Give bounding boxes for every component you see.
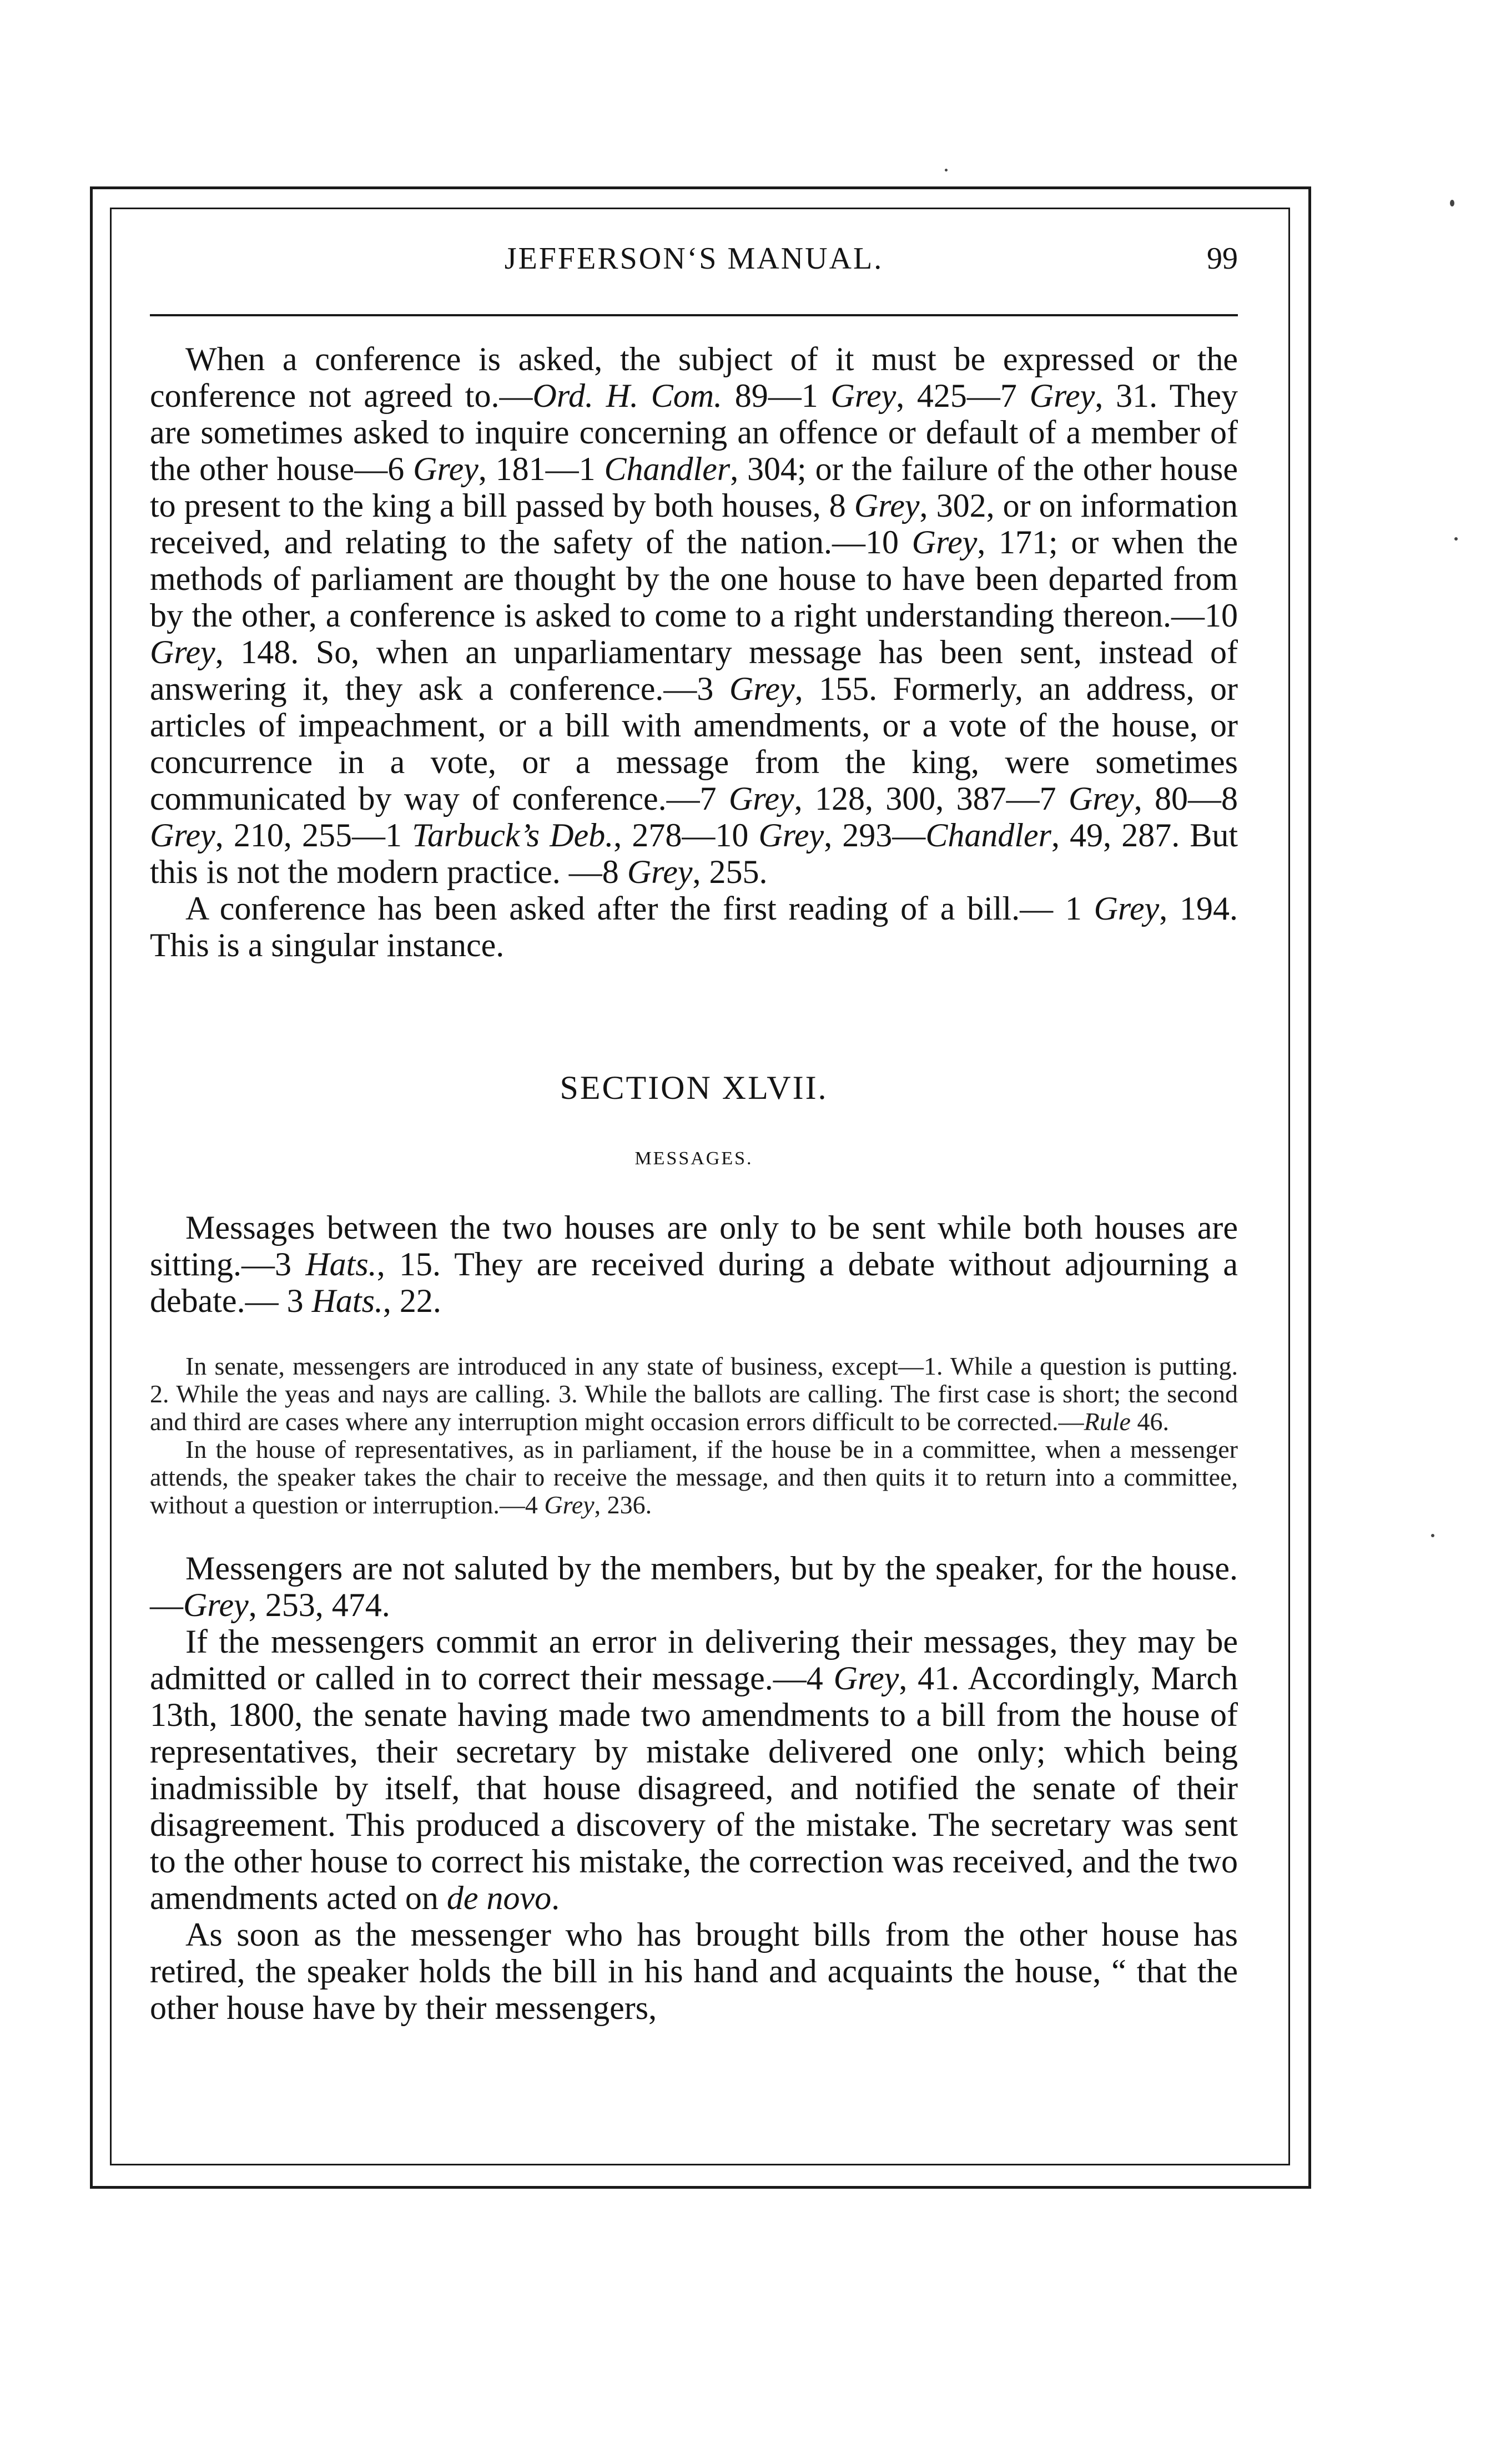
spacer (150, 1519, 1238, 1550)
speck-mark (1450, 200, 1454, 206)
paragraph-conference: When a conference is asked, the subject of it must be expressed or the conference not agreed to.—Ord. H. Com. 89—1 Grey, 425—7 Grey, 31. They are sometimes asked to inquire concerning an offence or default of a member of the other house—6 Grey, 181—1 Chandler, 304; or the failure of the other house to present to the king a bill passed by both houses, 8 Grey, 302, or on information received, and relating to the safety of the nation.—10 Grey, 171; or when the methods of parliament are thought by the one house to have been departed from by the other, a conference is asked to come to a right understanding thereon.—10 Grey, 148. So, when an unparliamentary message has been sent, instead of answering it, they ask a conference.—3 Grey, 155. Formerly, an address, or articles of impeachment, or a bill with amendments, or a vote of the house, or concurrence in a vote, or a message from the king, were sometimes communicated by way of conference.—7 Grey, 128, 300, 387—7 Grey, 80—8 Grey, 210, 255—1 Tarbuck’s Deb., 278—10 Grey, 293—Chandler, 49, 287. But this is not the modern practice. —8 Grey, 255. (150, 341, 1238, 890)
running-title: JEFFERSON‘S MANUAL. (504, 241, 884, 276)
paragraph-error-delivering: If the messengers commit an error in delivering their messages, they may be admitted or called in to correct their message.—4 Grey, 41. Accordingly, March 13th, 1800, the senate having made two amendments to a bill from the house of representatives, their secretary by mistake delivered one only; which being inadmissible by itself, that house disagreed, and notified the senate of their disagreement. This produced a discovery of the mistake. The secretary was sent to the other house to correct his mistake, the correction was received, and the two amendments acted on de novo. (150, 1623, 1238, 1916)
paragraph-messenger-retired: As soon as the messenger who has brought bills from the other house has retired, the speaker holds the bill in his hand and acquaints the house, “ that the other house have by their messengers, (150, 1916, 1238, 2026)
paragraph-not-saluted: Messengers are not saluted by the members, but by the speaker, for the house.—Grey, 253, 474. (150, 1550, 1238, 1623)
note-house: In the house of representatives, as in parliament, if the house be in a committee, when a messenger attends, the speaker takes the chair to receive the message, and then quits it to return into a committee, without a question or interruption.—4 Grey, 236. (150, 1435, 1238, 1519)
speck-mark (945, 169, 948, 171)
page-number: 99 (1207, 241, 1238, 276)
paragraph-messages-sitting: Messages between the two houses are only to be sent while both houses are sitting.—3 Hats., 15. They are received during a debate without adjourning a debate.— 3 Hats., 22. (150, 1209, 1238, 1319)
section-subheading: MESSAGES. (634, 1148, 753, 1169)
section-heading: SECTION XLVII. (560, 1069, 828, 1106)
speck-mark (1431, 1534, 1434, 1537)
paragraph-first-reading: A conference has been asked after the first reading of a bill.— 1 Grey, 194. This is a singular instance. (150, 890, 1238, 963)
page-content (150, 239, 1238, 2026)
speck-mark (1454, 537, 1458, 541)
spacer (150, 1319, 1238, 1352)
note-senate: In senate, messengers are introduced in any state of business, except—1. While a question is putting. 2. While the yeas and nays are calling. 3. While the ballots are calling. The first case is short; the second and third are cases where any interruption might occasion errors difficult to be corrected.—Rule 46. (150, 1352, 1238, 1436)
header-rule (150, 314, 1238, 316)
running-head (150, 239, 1238, 294)
